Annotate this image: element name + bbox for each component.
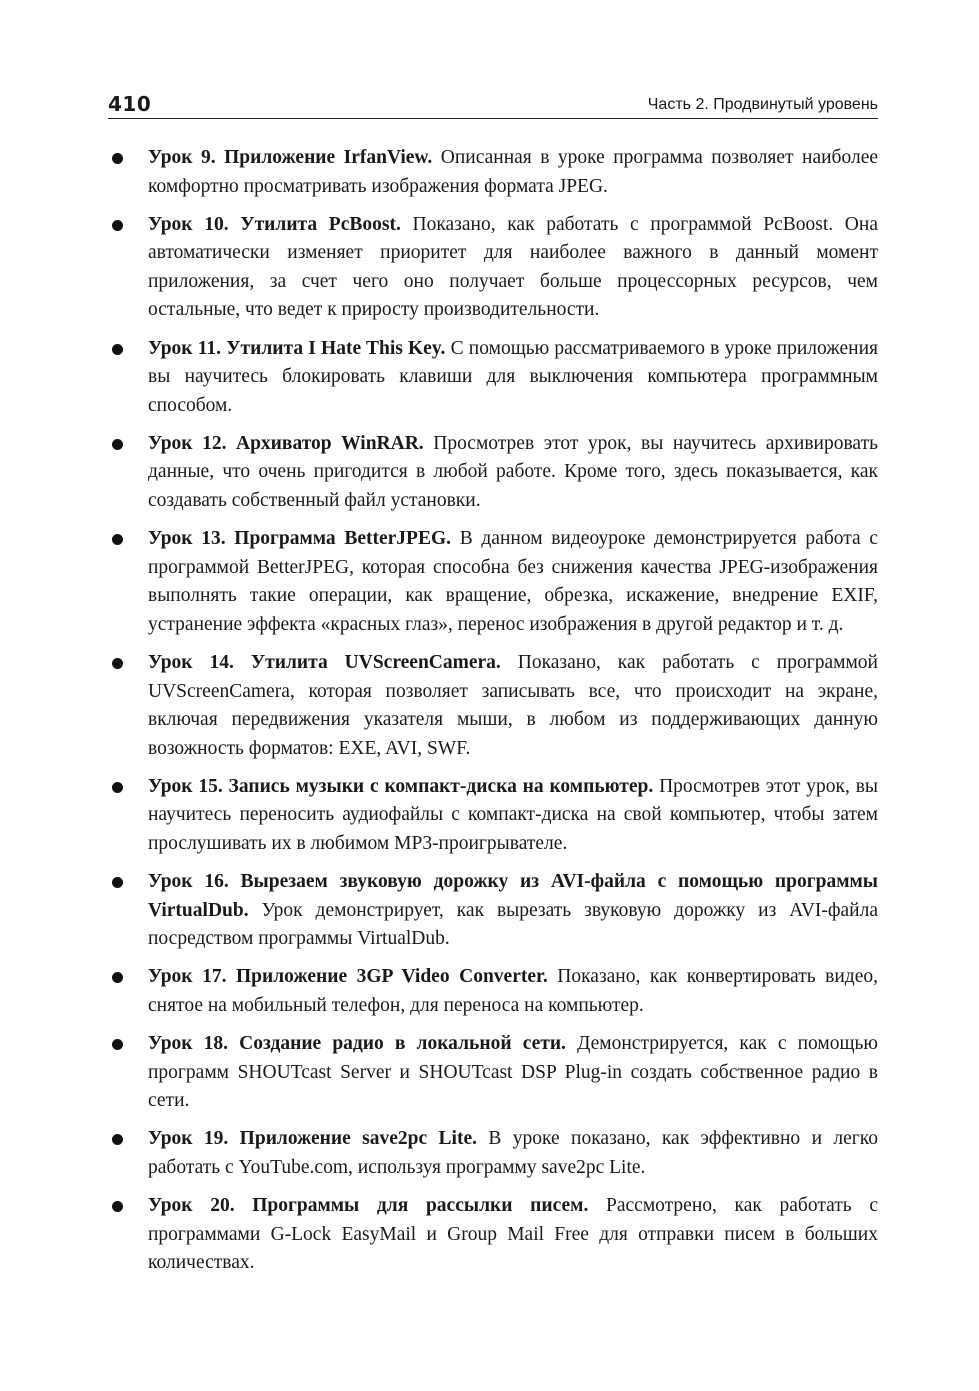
running-title: Часть 2. Продвинутый уровень — [647, 96, 878, 113]
page-header — [108, 88, 878, 119]
bullet-icon — [112, 1201, 123, 1212]
lesson-description: С помощью рассматриваемого в уроке приложения вы научитесь блокировать клавиши для выключения компьютера программным способом. — [148, 337, 878, 416]
bullet-icon — [112, 877, 123, 888]
page-number: 410 — [108, 92, 152, 116]
lesson-title: Урок 18. Создание радио в локальной сети. — [148, 1033, 566, 1055]
list-item — [108, 211, 878, 325]
lesson-description: Описанная в уроке программа позволяет наиболее комфортно просматривать изображения формата JPEG. — [148, 147, 879, 197]
bullet-icon — [112, 153, 123, 164]
lesson-title: Урок 13. Программа BetterJPEG. — [148, 528, 452, 550]
lesson-title: Урок 9. Приложение IrfanView. — [148, 147, 433, 168]
bullet-icon — [112, 1039, 123, 1050]
lesson-title: Урок 17. Приложение 3GP Video Converter. — [148, 966, 548, 988]
list-item — [108, 1192, 878, 1278]
list-item — [108, 1125, 878, 1182]
list-item — [108, 335, 878, 421]
bullet-icon — [112, 782, 123, 793]
list-item — [108, 963, 878, 1020]
list-item — [108, 525, 878, 639]
bullet-icon — [112, 972, 123, 983]
lesson-description: Показано, как работать с программой UVScreenCamera, которая позволяет записывать все, что происходит на экране, включая передвижения указателя мыши, в любом из поддерживающих данную возожность форматов: EXE, AVI, SWF. — [148, 652, 878, 759]
bullet-icon — [112, 658, 123, 669]
list-item — [108, 144, 878, 201]
list-item — [108, 649, 878, 763]
lesson-description: Показано, как конвертировать видео, снятое на мобильный телефон, для переноса на компьютер. — [148, 966, 878, 1017]
lesson-title: Урок 19. Приложение save2pc Lite. — [148, 1128, 477, 1150]
bullet-icon — [112, 534, 123, 545]
lesson-description: Рассмотрено, как работать с программами G-Lock EasyMail и Group Mail Free для отправки писем в больших количествах. — [148, 1195, 878, 1274]
list-item — [108, 773, 878, 859]
lesson-description: В данном видеоуроке демонстрируется работа с программой BetterJPEG, которая способна без снижения качества JPEG-изображения выполнять такие операции, как вращение, обрезка, искажение, внедрение EXIF, устранение эффекта «красных глаз», перенос изображения в другой редактор и т. д. — [148, 528, 878, 635]
lesson-title: Урок 11. Утилита I Hate This Key. — [148, 337, 446, 359]
lesson-title: Урок 15. Запись музыки с компакт-диска на компьютер. — [148, 775, 654, 797]
lesson-description: Урок демонстрирует, как вырезать звуковую дорожку из AVI-файла посредством программы VirtualDub. — [148, 899, 879, 950]
bullet-icon — [112, 439, 123, 450]
bullet-icon — [112, 220, 123, 231]
bullet-icon — [112, 344, 123, 355]
lesson-title: Урок 12. Архиватор WinRAR. — [148, 432, 424, 454]
lesson-description: Демонстрируется, как с помощью программ SHOUTcast Server и SHOUTcast DSP Plug-in создать собственное радио в сети. — [148, 1033, 878, 1112]
lesson-title: Урок 16. Вырезаем звуковую дорожку из AVI-файла с помощью программы VirtualDub. — [148, 871, 878, 921]
lesson-list — [108, 144, 878, 1287]
lesson-title: Урок 14. Утилита UVScreenCamera. — [148, 652, 501, 673]
lesson-description: Просмотрев этот урок, вы научитесь переносить аудиофайлы с компакт-диска на свой компьютер, чтобы затем прослушивать их в любимом MP3-проигрывателе. — [148, 775, 879, 855]
list-item — [108, 430, 878, 516]
lesson-description: Просмотрев этот урок, вы научитесь архивировать данные, что очень пригодится в любой работе. Кроме того, здесь показывается, как создавать собственный файл установки. — [148, 432, 878, 512]
list-item — [108, 868, 878, 954]
lesson-title: Урок 20. Программы для рассылки писем. — [148, 1195, 589, 1217]
lesson-title: Урок 10. Утилита PcBoost. — [148, 213, 401, 235]
list-item — [108, 1030, 878, 1116]
bullet-icon — [112, 1134, 123, 1145]
lesson-description: Показано, как работать с программой PcBoost. Она автоматически изменяет приоритет для наиболее важного в данный момент приложения, за счет чего оно получает больше процессорных ресурсов, чем остальные, что ведет к приросту производительности. — [148, 213, 878, 321]
lesson-description: В уроке показано, как эффективно и легко работать с YouTube.com, используя программу save2pc Lite. — [148, 1128, 878, 1178]
